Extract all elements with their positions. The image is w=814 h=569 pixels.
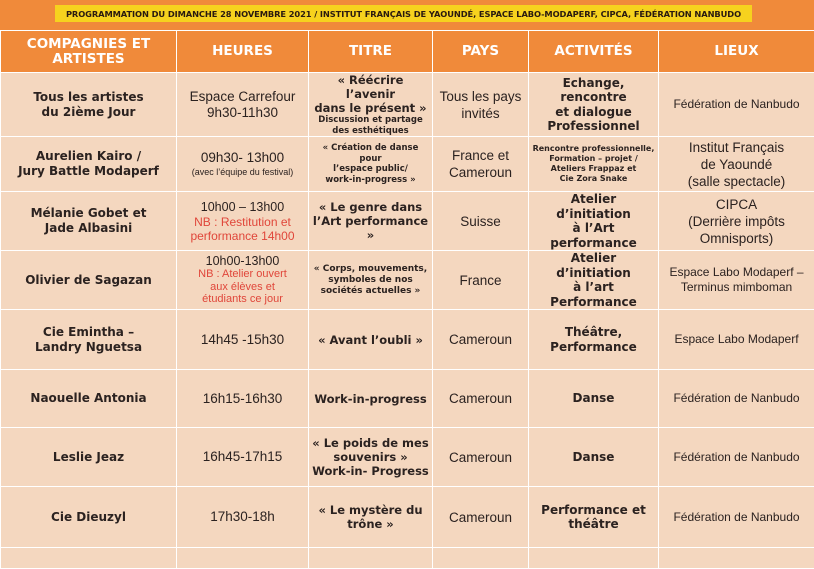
place-cell — [659, 370, 814, 428]
artist-name: du 2ième Jour — [4, 105, 173, 120]
title-text: l’Art performance » — [312, 214, 429, 242]
time-text: 10h00 – 13h00 — [180, 200, 305, 215]
title-subtext: sociétés actuelles » — [312, 286, 429, 297]
time-note: performance 14h00 — [180, 229, 305, 243]
header-places: LIEUX — [659, 31, 814, 73]
title-cell — [309, 251, 433, 310]
country-text: Cameroun — [436, 390, 525, 407]
place-text: Fédération de Nanbudo — [662, 97, 811, 112]
time-cell — [177, 251, 309, 310]
time-cell — [177, 137, 309, 192]
program-table — [0, 30, 814, 569]
title-text: dans le présent » — [312, 101, 429, 115]
place-text: Terminus mimboman — [662, 280, 811, 295]
title-text: souvenirs » — [312, 450, 429, 464]
activity-cell — [529, 370, 659, 428]
country-text: Tous les pays — [436, 88, 525, 105]
time-cell — [177, 370, 309, 428]
title-cell — [309, 310, 433, 370]
artist-name: Landry Nguetsa — [4, 340, 173, 355]
artist-name: Leslie Jeaz — [4, 450, 173, 465]
activity-text: Atelier d’initiation — [532, 192, 655, 221]
place-text: Omnisports) — [662, 230, 811, 247]
country-cell — [433, 487, 529, 548]
header-artists: COMPAGNIES ET ARTISTES — [1, 31, 177, 73]
artist-cell — [1, 137, 177, 192]
place-text: Fédération de Nanbudo — [662, 450, 811, 465]
title-text: « Avant l’oubli » — [312, 333, 429, 347]
place-cell — [659, 428, 814, 487]
artist-cell — [1, 428, 177, 487]
table-row — [1, 428, 814, 487]
activity-text: Performance — [532, 340, 655, 355]
activity-text: à l’art Performance — [532, 280, 655, 309]
title-text: Work-in- Progress — [312, 464, 429, 478]
country-cell — [433, 428, 529, 487]
country-text: Cameroun — [436, 449, 525, 466]
place-text: (Derrière impôts — [662, 213, 811, 230]
artist-name: Aurelien Kairo / — [4, 149, 173, 164]
artist-cell — [1, 487, 177, 548]
place-text: Fédération de Nanbudo — [662, 391, 811, 406]
title-cell — [309, 73, 433, 137]
country-cell — [433, 251, 529, 310]
time-text: 17h30-18h — [180, 509, 305, 525]
title-subtext: symboles de nos — [312, 275, 429, 286]
activity-cell — [529, 487, 659, 548]
activity-cell — [529, 192, 659, 251]
program-banner: PROGRAMMATION DU DIMANCHE 28 NOVEMBRE 2021 / INSTITUT FRANÇAIS DE YAOUNDÉ, ESPACE LABO-MODAPERF, CIPCA, FÉDÉRATION NANBUDO — [55, 5, 752, 22]
header-row — [1, 31, 814, 73]
place-text: (salle spectacle) — [662, 173, 811, 190]
time-note: aux élèves et — [180, 281, 305, 294]
activity-cell — [529, 137, 659, 192]
place-text: Fédération de Nanbudo — [662, 510, 811, 525]
activity-cell — [529, 428, 659, 487]
time-text: 09h30- 13h00 — [180, 150, 305, 166]
place-cell — [659, 251, 814, 310]
activity-text: Rencontre professionnelle, — [532, 144, 655, 154]
title-text: Work-in-progress — [312, 392, 429, 406]
table-row — [1, 73, 814, 137]
artist-cell — [1, 370, 177, 428]
activity-cell — [529, 73, 659, 137]
table-row — [1, 251, 814, 310]
artist-name: Mélanie Gobet et — [4, 206, 173, 221]
activity-text: Danse — [532, 391, 655, 406]
title-subtext: des esthétiques — [312, 126, 429, 137]
country-cell — [433, 137, 529, 192]
title-text: « Réécrire l’avenir — [312, 73, 429, 101]
place-cell — [659, 487, 814, 548]
title-text: « Le genre dans — [312, 200, 429, 214]
activity-cell — [529, 251, 659, 310]
time-note: NB : Atelier ouvert — [180, 268, 305, 281]
activity-text: théâtre — [532, 517, 655, 532]
title-text: « Le mystère du — [312, 503, 429, 517]
place-cell — [659, 192, 814, 251]
title-subtext: « Création de danse pour — [312, 143, 429, 164]
table-row — [1, 548, 814, 569]
country-text: France — [436, 272, 525, 289]
artist-name: Naouelle Antonia — [4, 391, 173, 406]
activity-text: et dialogue — [532, 105, 655, 120]
activity-text: Atelier d’initiation — [532, 251, 655, 280]
table-row — [1, 310, 814, 370]
time-cell — [177, 487, 309, 548]
activity-text: Ateliers Frappaz et — [532, 164, 655, 174]
time-cell — [177, 310, 309, 370]
place-text: Espace Labo Modaperf — [662, 332, 811, 347]
artist-cell — [1, 192, 177, 251]
artist-cell — [1, 73, 177, 137]
place-cell — [659, 310, 814, 370]
place-text: de Yaoundé — [662, 156, 811, 173]
title-cell — [309, 137, 433, 192]
place-text: Institut Français — [662, 139, 811, 156]
time-note: étudiants ce jour — [180, 293, 305, 306]
activity-text: Danse — [532, 450, 655, 465]
activity-text: Performance et — [532, 503, 655, 518]
activity-cell — [529, 310, 659, 370]
time-note: NB : Restitution et — [180, 215, 305, 229]
table-row — [1, 370, 814, 428]
place-text: CIPCA — [662, 196, 811, 213]
country-text: Cameroun — [436, 509, 525, 526]
title-cell — [309, 192, 433, 251]
title-text: « Le poids de mes — [312, 436, 429, 450]
artist-cell — [1, 310, 177, 370]
time-text: 10h00-13h00 — [180, 254, 305, 268]
country-text: Suisse — [436, 213, 525, 230]
header-country: PAYS — [433, 31, 529, 73]
time-text: Espace Carrefour — [180, 89, 305, 105]
activity-text: Echange, rencontre — [532, 76, 655, 105]
time-cell — [177, 428, 309, 487]
place-cell — [659, 73, 814, 137]
header-title: TITRE — [309, 31, 433, 73]
table-row — [1, 192, 814, 251]
activity-text: à l’Art performance — [532, 221, 655, 250]
title-text: trône » — [312, 517, 429, 531]
title-cell — [309, 370, 433, 428]
country-cell — [433, 370, 529, 428]
artist-name: Cie Emintha – — [4, 325, 173, 340]
header-hours: HEURES — [177, 31, 309, 73]
place-cell — [659, 137, 814, 192]
artist-name: Cie Dieuzyl — [4, 510, 173, 525]
title-subtext: l’espace public/ — [312, 164, 429, 175]
time-cell — [177, 192, 309, 251]
activity-text: Professionnel — [532, 119, 655, 134]
time-subtext: (avec l’équipe du festival) — [180, 166, 305, 178]
table-row — [1, 137, 814, 192]
country-cell — [433, 73, 529, 137]
artist-name: Olivier de Sagazan — [4, 273, 173, 288]
country-text: Cameroun — [436, 331, 525, 348]
artist-name: Jade Albasini — [4, 221, 173, 236]
country-cell — [433, 192, 529, 251]
time-text: 16h45-17h15 — [180, 449, 305, 465]
place-text: Espace Labo Modaperf – — [662, 265, 811, 280]
table-row — [1, 487, 814, 548]
country-text: France et — [436, 147, 525, 164]
title-subtext: work-in-progress » — [312, 175, 429, 186]
title-cell — [309, 428, 433, 487]
time-text: 14h45 -15h30 — [180, 332, 305, 348]
artist-cell — [1, 251, 177, 310]
country-text: invités — [436, 105, 525, 122]
activity-text: Formation – projet / — [532, 154, 655, 164]
title-cell — [309, 487, 433, 548]
activity-text: Cie Zora Snake — [532, 174, 655, 184]
country-cell — [433, 310, 529, 370]
time-cell — [177, 73, 309, 137]
country-text: Cameroun — [436, 164, 525, 181]
time-text: 16h15-16h30 — [180, 391, 305, 407]
header-activities: ACTIVITÉS — [529, 31, 659, 73]
time-text: 9h30-11h30 — [180, 105, 305, 121]
artist-name: Jury Battle Modaperf — [4, 164, 173, 179]
artist-name: Tous les artistes — [4, 90, 173, 105]
title-subtext: « Corps, mouvements, — [312, 264, 429, 275]
activity-text: Théâtre, — [532, 325, 655, 340]
title-subtext: Discussion et partage — [312, 115, 429, 126]
